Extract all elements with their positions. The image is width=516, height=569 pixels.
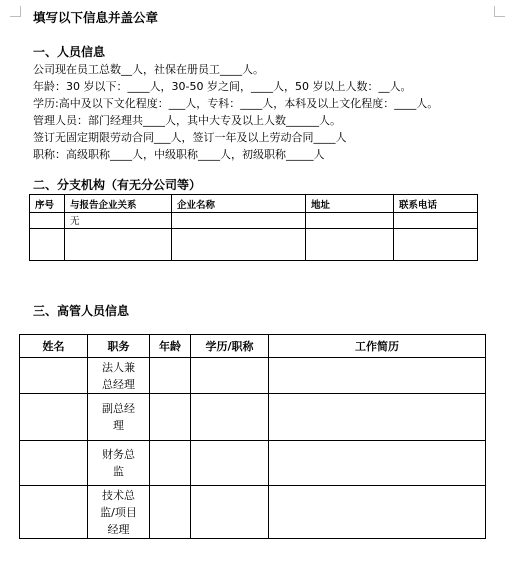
branch-header-address: 地址: [306, 195, 394, 213]
branch-cell-address[interactable]: [306, 213, 394, 229]
personnel-line-total: 公司现在员工总数__人，社保在册员工____人。: [33, 63, 264, 76]
executive-cell-education[interactable]: [191, 358, 269, 394]
executive-cell-resume[interactable]: [269, 441, 486, 486]
personnel-line-education: 学历:高中及以下文化程度：___人，专科：____人，本科及以上文化程度：____人。: [33, 97, 439, 110]
executive-cell-age[interactable]: [150, 358, 191, 394]
executive-header-position: 职务: [88, 335, 150, 358]
branch-header-index: 序号: [30, 195, 65, 213]
section-executive-heading: 三、高管人员信息: [33, 304, 130, 318]
executive-header-row: [20, 335, 486, 358]
executive-cell-name[interactable]: [20, 486, 88, 539]
branch-cell-phone[interactable]: [394, 213, 478, 229]
table-row: [20, 394, 486, 441]
branch-cell-phone[interactable]: [394, 229, 478, 261]
executive-cell-position: 技术总 监/项目 经理: [88, 486, 150, 539]
section-branch-heading: 二、分支机构（有无分公司等）: [33, 178, 202, 192]
branch-cell-address[interactable]: [306, 229, 394, 261]
executive-table: [19, 334, 486, 539]
executive-cell-position: 副总经 理: [88, 394, 150, 441]
table-row: [30, 213, 478, 229]
executive-cell-resume[interactable]: [269, 486, 486, 539]
executive-cell-education[interactable]: [191, 486, 269, 539]
branch-cell-index[interactable]: [30, 229, 65, 261]
executive-cell-education[interactable]: [191, 394, 269, 441]
branch-cell-relation[interactable]: 无: [65, 213, 172, 229]
executive-cell-name[interactable]: [20, 441, 88, 486]
executive-cell-position: 法人兼 总经理: [88, 358, 150, 394]
page-corner-mark-right: [494, 6, 505, 17]
personnel-line-titles: 职称：高级职称____人，中级职称____人，初级职称_____人: [33, 148, 325, 161]
page-corner-mark-left: [10, 6, 21, 17]
executive-cell-age[interactable]: [150, 486, 191, 539]
section-personnel-heading: 一、人员信息: [33, 45, 106, 59]
executive-cell-position: 财务总 监: [88, 441, 150, 486]
personnel-line-management: 管理人员：部门经理共____人，其中大专及以上人数______人。: [33, 114, 341, 127]
branch-header-row: [30, 195, 478, 213]
document-title: 填写以下信息并盖公章: [33, 10, 159, 25]
executive-cell-name[interactable]: [20, 358, 88, 394]
executive-cell-age[interactable]: [150, 394, 191, 441]
branch-cell-relation[interactable]: [65, 229, 172, 261]
branch-header-company-name: 企业名称: [172, 195, 306, 213]
branch-header-phone: 联系电话: [394, 195, 478, 213]
personnel-line-age: 年龄：30 岁以下：____人，30-50 岁之间，____人，50 岁以上人数：__人。: [33, 80, 412, 93]
executive-cell-name[interactable]: [20, 394, 88, 441]
branch-cell-index[interactable]: [30, 213, 65, 229]
executive-cell-education[interactable]: [191, 441, 269, 486]
table-row: [30, 229, 478, 261]
executive-header-education: 学历/职称: [191, 335, 269, 358]
branch-cell-company-name[interactable]: [172, 229, 306, 261]
executive-cell-resume[interactable]: [269, 358, 486, 394]
table-row: [20, 358, 486, 394]
executive-cell-resume[interactable]: [269, 394, 486, 441]
personnel-line-contracts: 签订无固定期限劳动合同___人，签订一年及以上劳动合同____人: [33, 131, 347, 144]
table-row: [20, 486, 486, 539]
branch-cell-company-name[interactable]: [172, 213, 306, 229]
branch-header-relation: 与报告企业关系: [65, 195, 172, 213]
executive-header-resume: 工作简历: [269, 335, 486, 358]
branch-table: [29, 194, 478, 261]
executive-header-name: 姓名: [20, 335, 88, 358]
table-row: [20, 441, 486, 486]
executive-header-age: 年龄: [150, 335, 191, 358]
executive-cell-age[interactable]: [150, 441, 191, 486]
